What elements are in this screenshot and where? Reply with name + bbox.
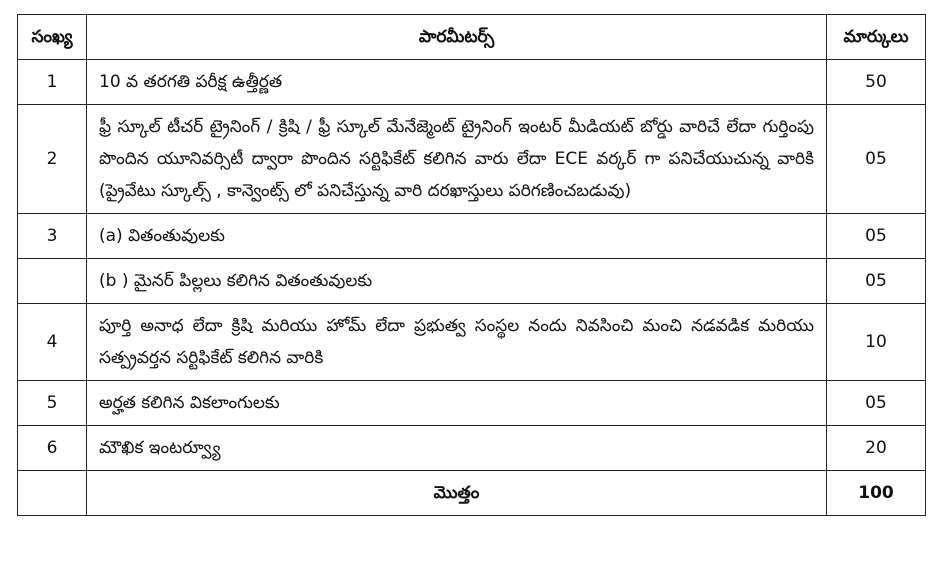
header-marks: మార్కులు bbox=[827, 15, 926, 60]
header-row bbox=[18, 15, 926, 60]
table-row bbox=[18, 259, 926, 304]
row-marks: 05 bbox=[827, 214, 926, 259]
table-row bbox=[18, 60, 926, 105]
row-parameter: అర్హత కలిగిన వికలాంగులకు bbox=[87, 381, 827, 426]
row-sno: 1 bbox=[18, 60, 87, 105]
header-sno: సంఖ్య bbox=[18, 15, 87, 60]
row-parameter: 10 వ తరగతి పరీక్ష ఉత్తీర్ణత bbox=[87, 60, 827, 105]
header-parameters: పారమీటర్స్ bbox=[87, 15, 827, 60]
row-parameter: పూర్తి అనాధ లేదా క్రిషి మరియు హోమ్ లేదా ప్రభుత్వ సంస్థల నందు నివసించి మంచి నడవడిక మరియు సత్ప్రవర్తన సర్టిఫికేట్ కలిగిన వారికి bbox=[87, 304, 827, 381]
row-parameter: మౌఖిక ఇంటర్వ్యూ bbox=[87, 426, 827, 471]
table-row bbox=[18, 105, 926, 214]
row-sno bbox=[18, 259, 87, 304]
table-row bbox=[18, 304, 926, 381]
row-marks: 10 bbox=[827, 304, 926, 381]
row-parameter: ఫ్రీ స్కూల్ టీచర్ ట్రైనింగ్ / క్రిషి / ఫ్రీ స్కూల్ మేనేజ్మెంట్ ట్రైనింగ్ ఇంటర్ మీడియట్ బోర్డు వారిచే లేదా గుర్తింపు పొందిన యూనివర్సిటీ ద్వారా పొందిన సర్టిఫికేట్ కలిగిన వారు లేదా ECE వర్కర్ గా పనిచేయుచున్న వారికి (ప్రైవేటు స్కూల్స్ , కాన్వెంట్స్ లో పనిచేస్తున్న వారి దరఖాస్తులు పరిగణించబడువు) bbox=[87, 105, 827, 214]
total-sno-cell bbox=[18, 471, 87, 516]
row-marks: 20 bbox=[827, 426, 926, 471]
row-sno: 3 bbox=[18, 214, 87, 259]
table-row bbox=[18, 214, 926, 259]
row-sno: 6 bbox=[18, 426, 87, 471]
row-sno: 2 bbox=[18, 105, 87, 214]
row-marks: 05 bbox=[827, 105, 926, 214]
table-row bbox=[18, 426, 926, 471]
total-label: మొత్తం bbox=[87, 471, 827, 516]
row-parameter: (a) వితంతువులకు bbox=[87, 214, 827, 259]
total-row bbox=[18, 471, 926, 516]
row-marks: 50 bbox=[827, 60, 926, 105]
parameters-table bbox=[17, 14, 926, 516]
row-parameter: (b ) మైనర్ పిల్లలు కలిగిన వితంతువులకు bbox=[87, 259, 827, 304]
row-marks: 05 bbox=[827, 259, 926, 304]
table-row bbox=[18, 381, 926, 426]
row-sno: 4 bbox=[18, 304, 87, 381]
row-marks: 05 bbox=[827, 381, 926, 426]
total-marks: 100 bbox=[827, 471, 926, 516]
row-sno: 5 bbox=[18, 381, 87, 426]
